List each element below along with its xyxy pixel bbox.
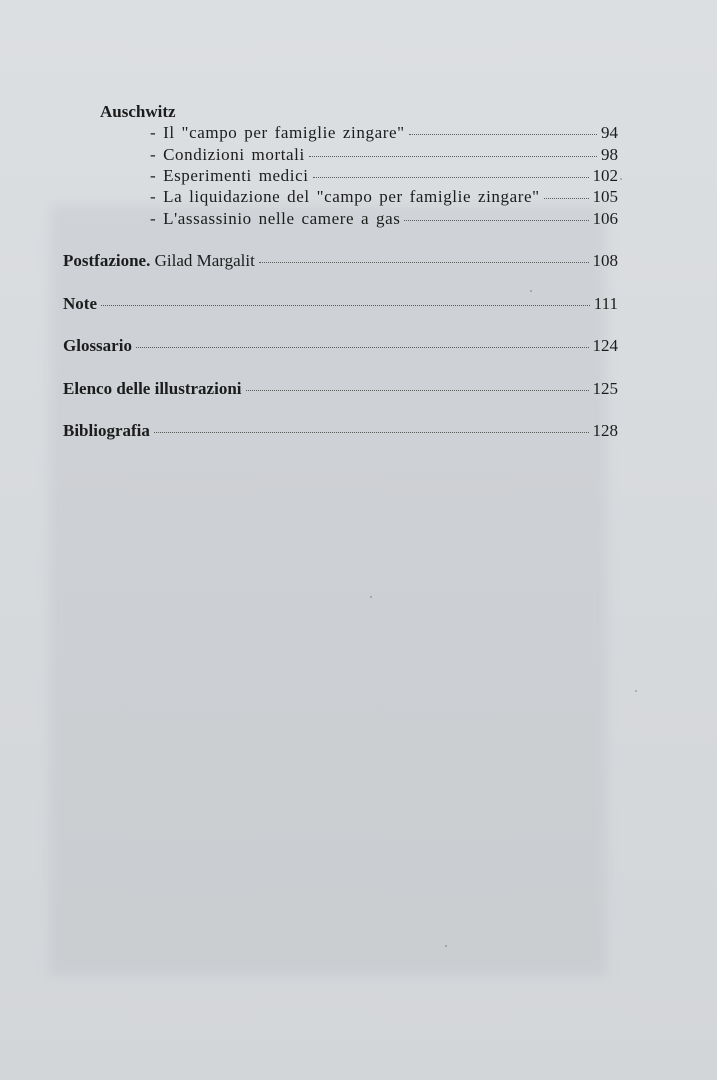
toc-main-entry-bibliografia xyxy=(63,420,618,442)
toc-leader-dots xyxy=(259,262,589,263)
section-heading-auschwitz: Auschwitz xyxy=(100,102,176,121)
paper-speck xyxy=(635,690,637,692)
toc-page-number: 98 xyxy=(601,145,618,164)
paper-speck xyxy=(445,945,447,947)
toc-sub-entry xyxy=(150,165,618,187)
toc-entry-title: - Condizioni mortali xyxy=(150,145,305,164)
toc-page-number: 94 xyxy=(601,123,618,142)
toc-entry-title: - La liquidazione del "campo per famiglie zingare" xyxy=(150,187,540,206)
toc-entry-title: Postfazione. Gilad Margalit xyxy=(63,251,255,270)
toc-page-number: 128 xyxy=(592,421,618,440)
toc-page-number: 102 xyxy=(592,166,618,185)
toc-sub-entry xyxy=(150,122,618,144)
toc-page-number: 111 xyxy=(593,294,618,313)
toc-leader-dots xyxy=(544,198,589,199)
toc-leader-dots xyxy=(136,347,589,348)
toc-main-entry-elenco-illustrazioni xyxy=(63,378,618,400)
toc-page-number: 108 xyxy=(592,251,618,270)
paper-showthrough xyxy=(50,205,606,975)
toc-page-number: 125 xyxy=(592,379,618,398)
toc-page-number: 124 xyxy=(592,336,618,355)
toc-page-number: 106 xyxy=(592,209,618,228)
toc-entry-title: - Il "campo per famiglie zingare" xyxy=(150,123,405,142)
toc-leader-dots xyxy=(246,390,589,391)
toc-entry-title: Glossario xyxy=(63,336,132,355)
toc-sub-entry xyxy=(150,208,618,230)
toc-entry-title: Note xyxy=(63,294,97,313)
paper-speck xyxy=(370,596,372,598)
paper-speck xyxy=(530,290,532,292)
toc-entry-title: - L'assassinio nelle camere a gas xyxy=(150,209,401,228)
toc-leader-dots xyxy=(313,177,589,178)
toc-sub-entry xyxy=(150,144,618,166)
toc-sub-entry xyxy=(150,186,618,208)
toc-page-number: 105 xyxy=(592,187,618,206)
toc-main-entry-note xyxy=(63,293,618,315)
toc-entry-title: Elenco delle illustrazioni xyxy=(63,379,242,398)
toc-main-entry-glossario xyxy=(63,335,618,357)
paper-speck xyxy=(620,178,622,180)
toc-leader-dots xyxy=(404,220,588,221)
toc-main-entry-postfazione xyxy=(63,250,618,272)
toc-leader-dots xyxy=(154,432,589,433)
toc-leader-dots xyxy=(409,134,597,135)
toc-entry-title: Bibliografia xyxy=(63,421,150,440)
toc-entry-title: - Esperimenti medici xyxy=(150,166,309,185)
toc-leader-dots xyxy=(101,305,590,306)
toc-leader-dots xyxy=(309,156,597,157)
